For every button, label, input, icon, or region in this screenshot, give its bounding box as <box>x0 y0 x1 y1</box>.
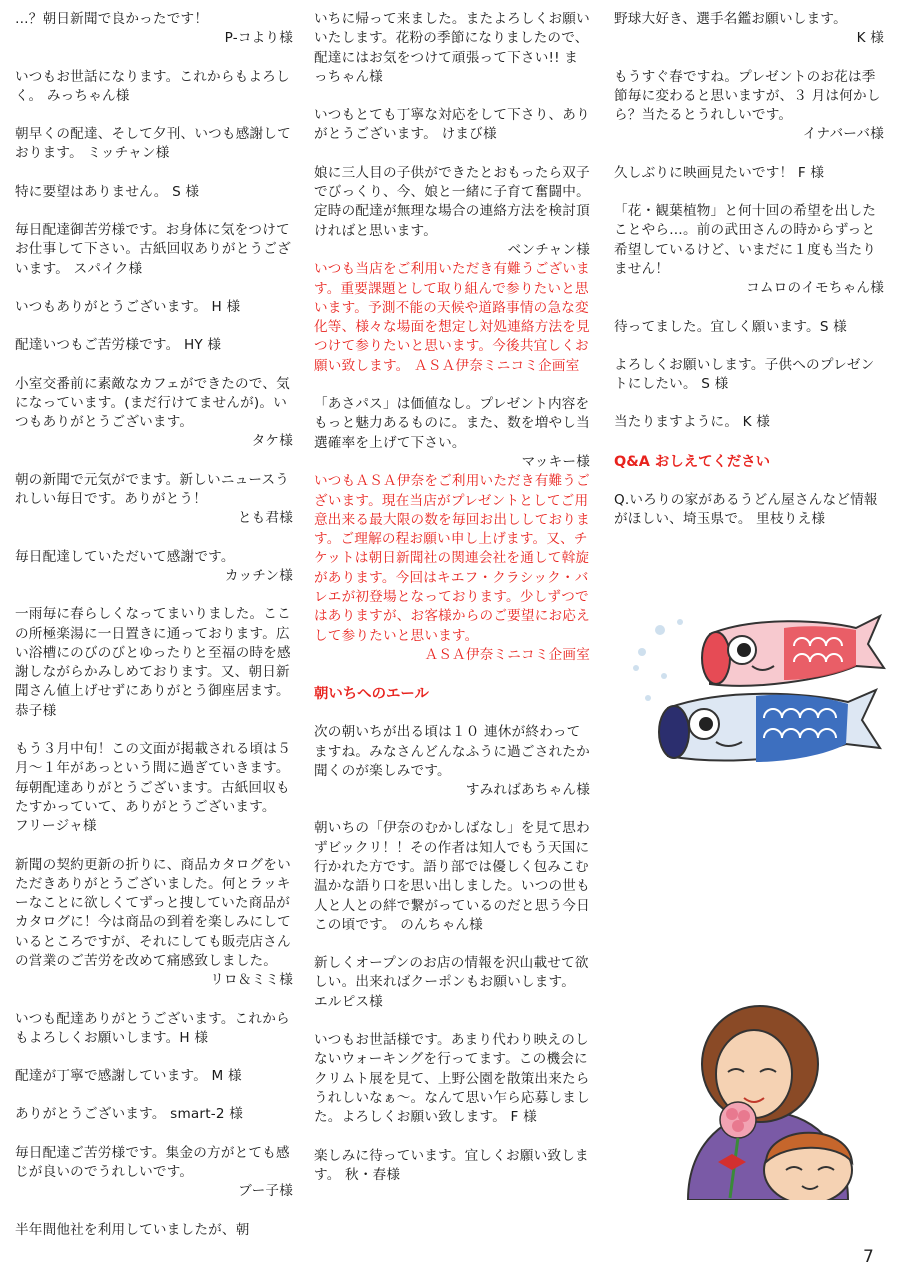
comment-text: …？朝日新聞で良かったです！ <box>15 11 209 27</box>
reader-comment <box>15 471 293 529</box>
reader-comment <box>15 740 293 836</box>
page-number: 7 <box>863 1247 874 1267</box>
reader-comment <box>15 605 293 721</box>
comment-signature: P-コより様 <box>224 30 293 47</box>
comment-text: 「あさパス」は価値なし。プレゼント内容をもっと魅力あるものに。また、数を増やし当選確率を上げて下さい。 <box>314 396 590 451</box>
reader-comment <box>614 413 884 432</box>
comment-text: 野球大好き、選手名鑑お願いします。 <box>614 11 847 27</box>
comment-signature: K 様 <box>856 30 884 47</box>
reader-comment <box>15 1221 293 1240</box>
comment-text: ありがとうございます。 smart-2 様 <box>15 1106 244 1123</box>
reader-comment <box>314 1031 590 1127</box>
comment-text: 当たりますように。 K 様 <box>614 414 771 431</box>
comment-text: もうすぐ春ですね。プレゼントのお花は季節毎に変わると思いますが、３ 月は何かしら？当たるとうれしいです。 <box>614 68 881 124</box>
comment-text: 半年間他社を利用していましたが、朝 <box>15 1221 250 1238</box>
comment-signature: コムロのイモちゃん様 <box>746 280 884 297</box>
comment-signature: ベンチャン様 <box>507 241 590 258</box>
section-heading: 朝いちへのエール <box>314 686 429 703</box>
comment-signature: カッチン様 <box>224 567 293 584</box>
comment-text: 次の朝いちが出る頃は１０ 連休が終わってますね。みなさんどんなふうに過ごされたか聞くのが楽しみです。 <box>314 724 590 779</box>
reader-comment <box>15 1067 293 1086</box>
reader-comment <box>314 723 590 800</box>
red-carp-streamer <box>702 616 884 686</box>
reader-comment <box>614 356 884 395</box>
comment-text: 朝早くの配達、そして夕刊、いつも感謝しております。 ミッチャン様 <box>15 126 291 162</box>
comment-text: 配達いつもご苦労様です。 HY 様 <box>15 337 222 354</box>
comment-text: いつもお世話様です。あまり代わり映えのしないウォーキングを行ってます。この機会にクリムト展を見て、上野公園を散策出来たらうれしいなぁ〜。なんて思い乍ら応募しました。よろしくお願い致します。 F 様 <box>314 1032 590 1126</box>
reader-comment <box>614 68 884 145</box>
shop-reply-text: いつもＡＳＡ伊奈をご利用いただき有難うございます。現在当店がプレゼントとしてご用意出来る最大限の数を毎回お出ししております。ご理解の程お願い申し上げます。又、チケットは朝日新聞社の関連会社を通して斡旋があります。今回はキエフ・クラシック・バレエが初登場となっております。少しずつではありますが、お客様からのご要望にお応えして参りたいと思います。 <box>314 473 590 644</box>
comment-text: 小室交番前に素敵なカフェができたので、気になっています。(まだ行けてませんが)。いつもありがとうございます。 <box>15 375 290 431</box>
reader-comment <box>614 202 884 298</box>
comment-text: 「花・観葉植物」と何十回の希望を出したことやら…。前の武田さんの時からずっと希望しているけど、いまだに１度も当たりません！ <box>614 203 877 277</box>
comment-text: 楽しみに待っています。宜しくお願い致します。 秋・春様 <box>314 1147 589 1183</box>
reader-comment <box>314 395 590 665</box>
reader-comment <box>15 375 293 452</box>
comment-text: Q.いろりの家があるうどん屋さんなど情報がほしい、埼玉県で。 里枝りえ様 <box>614 491 878 528</box>
reader-comment <box>614 491 884 530</box>
blue-carp-streamer <box>659 690 880 762</box>
comment-text: 一雨毎に春らしくなってまいりました。ここの所極楽湯に一日置きに通っております。広い浴槽にのびのびとゆったりと至福の時を感謝しながらかみしめております。又、朝日新聞さん値上げせずにありがとう御座居ます。 恭子様 <box>15 606 291 719</box>
comment-signature: イナバーバ様 <box>802 126 884 143</box>
comment-text: 新聞の契約更新の折りに、商品カタログをいただきありがとうございました。何とラッキーなことに欲しくてずっと捜していた商品がカタログに！今は商品の到着を楽しみにしているところですが、それにしても販売店さんの営業のご苦労を改めて痛感致しました。 <box>15 856 291 969</box>
reader-comment <box>15 856 293 991</box>
sparkle-dots <box>633 619 683 701</box>
comment-text: 待ってました。宜しく願います。S 様 <box>614 318 847 335</box>
reader-comment <box>314 954 590 1012</box>
reader-comment <box>614 318 884 337</box>
comment-text: 久しぶりに映画見たいです！ F 様 <box>614 164 825 181</box>
comment-text: 毎日配達ご苦労様です。集金の方がとても感じが良いのでうれしいです。 <box>15 1144 290 1181</box>
reader-comment <box>15 1010 293 1049</box>
comment-signature: とも君様 <box>237 510 293 527</box>
reader-comment <box>314 164 590 376</box>
comment-text: 毎日配達御苦労様です。お身体に気をつけてお仕事して下さい。古紙回収ありがとうございます。 スパイク様 <box>15 222 291 277</box>
column-1 <box>15 10 293 1259</box>
comment-text: 毎日配達していただいて感謝です。 <box>15 548 235 565</box>
reader-comment <box>15 298 293 317</box>
reader-comment <box>614 164 884 183</box>
reader-comment <box>614 10 884 49</box>
reader-comment <box>15 10 293 49</box>
comment-signature: マッキー様 <box>521 453 590 470</box>
shop-reply-text: いつも当店をご利用いただき有難うございます。重要課題として取り組んで参りたいと思います。予測不能の天候や道路事情の急な変化等、様々な場面を想定し対処連絡方法を見つけて参りたいと思います。今後共宜しくお願い致します。 ＡＳＡ伊奈ミニコミ企画室 <box>314 261 590 374</box>
comment-text: 娘に三人目の子供ができたとおもったら双子でびっくり、今、娘と一緒に子育て奮闘中。定時の配達が無理な場合の連絡方法を検討頂ければと思います。 <box>314 164 590 239</box>
reader-comment <box>15 125 293 164</box>
comment-text: よろしくお願いします。子供へのプレゼントにしたい。 S 様 <box>614 356 875 393</box>
reader-comment <box>15 68 293 107</box>
comment-text: いつもとても丁寧な対応をして下さり、ありがとうございます。 けまび様 <box>314 107 590 143</box>
comment-text: 朝いちの「伊奈のむかしばなし」を見て思わずビックリ！！その作者は知人でもう天国に行かれた方です。語り部では優しく包みこむ温かな語り口を思い出しました。いつの世も人と人との絆で繋がっているのだと思う今日この頃です。 のんちゃん様 <box>314 820 590 933</box>
reader-comment <box>15 221 293 279</box>
comment-text: 配達が丁寧で感謝しています。 M 様 <box>15 1068 242 1085</box>
koinobori-illustration <box>624 606 886 796</box>
reader-comment <box>314 819 590 935</box>
reader-comment <box>15 1105 293 1124</box>
reader-comment <box>314 1147 590 1186</box>
reader-comment <box>314 10 590 87</box>
comment-text: 朝の新聞で元気がでます。新しいニュースうれしい毎日です。ありがとう！ <box>15 471 290 508</box>
mother-child-illustration <box>668 1002 868 1200</box>
comment-signature: タケ様 <box>251 433 293 450</box>
comment-text: いちに帰って来ました。またよろしくお願いいたします。花粉の季節になりましたので、配達にはお気をつけて頑張って下さい!! まっちゃん様 <box>314 11 590 85</box>
comment-text: いつも配達ありがとうございます。これからもよろしくお願いします。H 様 <box>15 1010 290 1046</box>
comment-text: 新しくオープンのお店の情報を沢山載せて欲しい。出来ればクーポンもお願いします。 エルピス様 <box>314 955 589 1010</box>
comment-text: もう３月中旬！この文面が掲載される頃は５月〜１年があっという間に過ぎていきます。毎朝配達ありがとうございます。古紙回収もたすかっていて、ありがとうございます。 フリージャ様 <box>15 741 291 835</box>
column-2 <box>314 10 590 1204</box>
comment-text: 特に要望はありません。 S 様 <box>15 183 200 200</box>
reader-comment <box>15 183 293 202</box>
comment-signature: すみればあちゃん様 <box>465 782 590 799</box>
reader-comment <box>15 1144 293 1202</box>
column-3 <box>614 10 884 548</box>
comment-signature: ブー子様 <box>238 1183 293 1200</box>
reader-comment <box>15 548 293 587</box>
comment-text: いつもありがとうございます。 H 様 <box>15 298 241 315</box>
reader-comment <box>314 106 590 145</box>
reader-comment <box>15 336 293 355</box>
section-heading: Q&A おしえてください <box>614 453 771 470</box>
comment-signature: リロ＆ミミ様 <box>210 972 293 989</box>
comment-text: いつもお世話になります。これからもよろしく。 みっちゃん様 <box>15 68 290 104</box>
shop-reply-signature: ＡＳＡ伊奈ミニコミ企画室 <box>424 646 590 663</box>
